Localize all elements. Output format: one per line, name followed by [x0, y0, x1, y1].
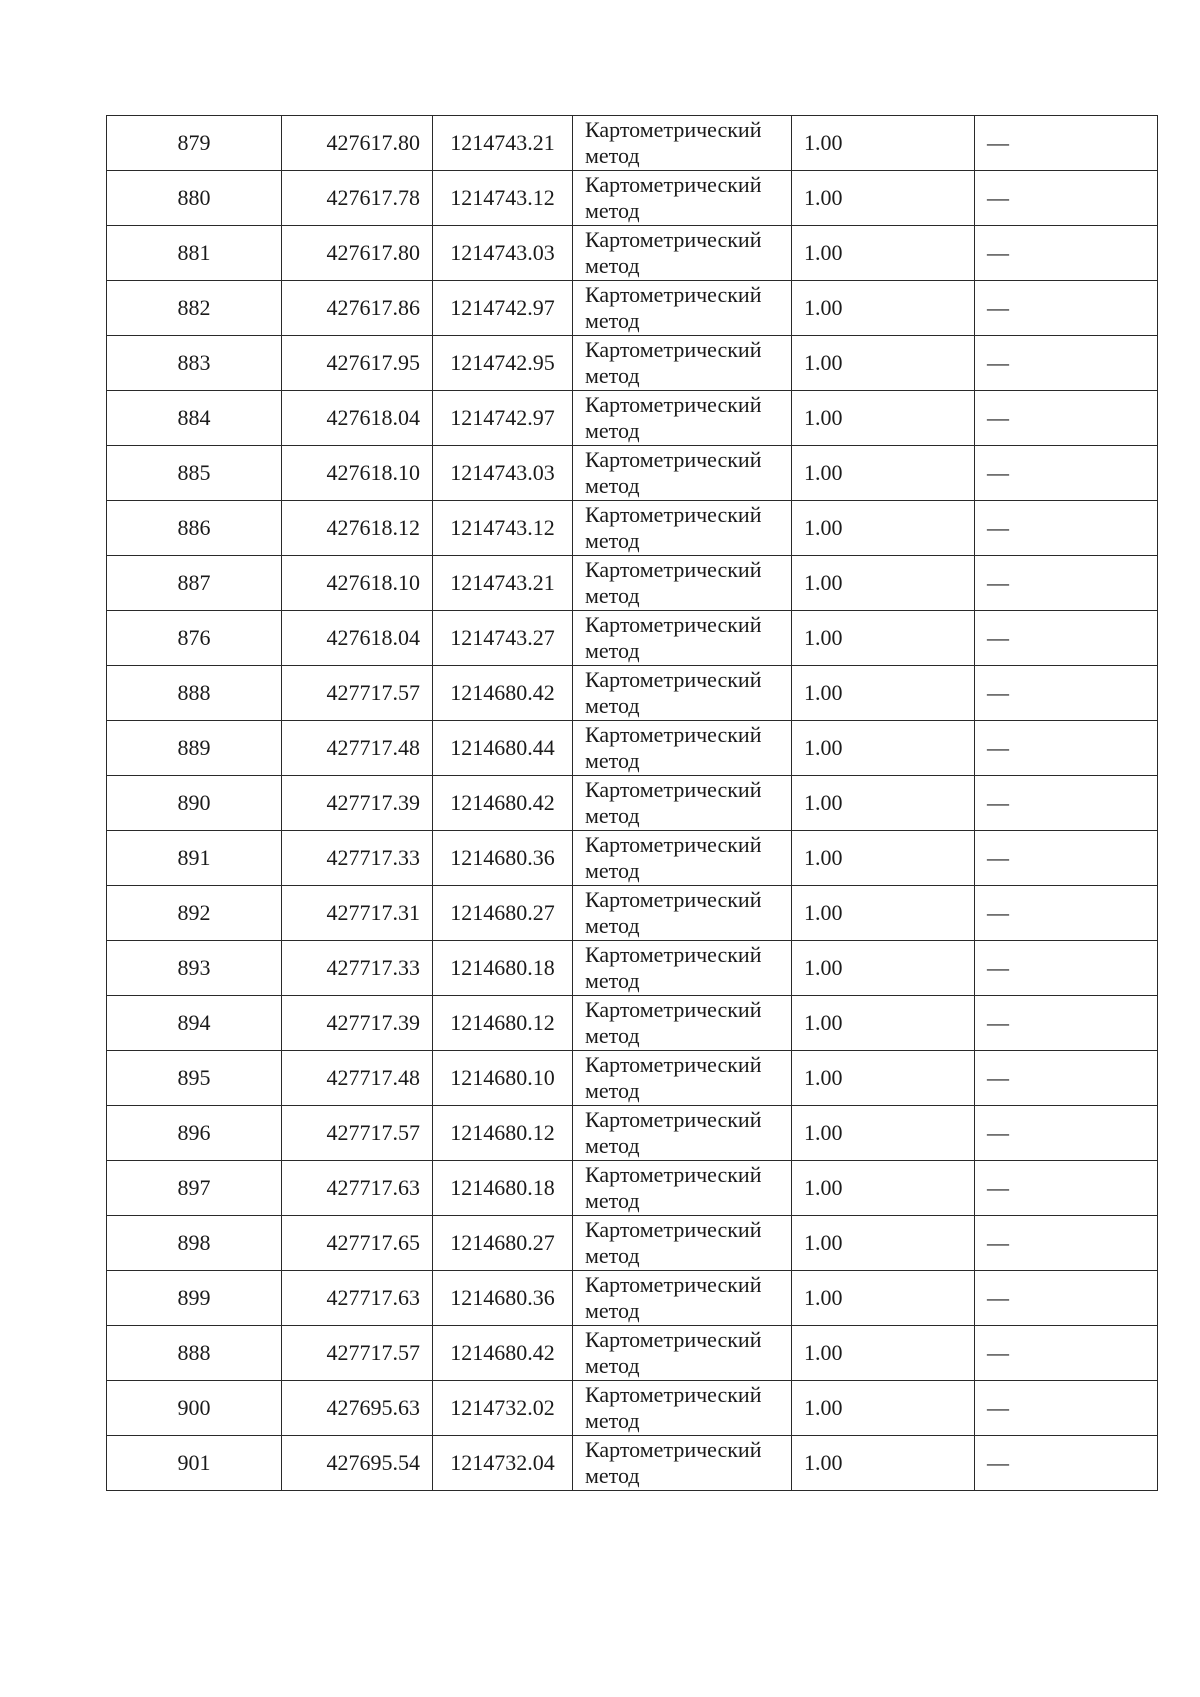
table-row — [107, 1436, 1158, 1491]
table-row — [107, 1216, 1158, 1271]
table-row — [107, 116, 1158, 171]
method-line-2: метод — [585, 858, 640, 883]
point-number-cell: 894 — [107, 996, 282, 1051]
accuracy-cell: 1.00 — [792, 941, 975, 996]
accuracy-cell: 1.00 — [792, 666, 975, 721]
y-coordinate-cell: 1214743.03 — [433, 226, 573, 281]
table-row — [107, 336, 1158, 391]
table-row — [107, 721, 1158, 776]
method-cell — [573, 446, 792, 501]
method-cell — [573, 1381, 792, 1436]
point-number-cell: 888 — [107, 1326, 282, 1381]
x-coordinate-cell: 427695.54 — [282, 1436, 433, 1491]
method-line-2: метод — [585, 198, 640, 223]
accuracy-cell: 1.00 — [792, 281, 975, 336]
method-line-2: метод — [585, 528, 640, 553]
y-coordinate-cell: 1214742.95 — [433, 336, 573, 391]
method-line-2: метод — [585, 583, 640, 608]
method-line-2: метод — [585, 363, 640, 388]
accuracy-cell: 1.00 — [792, 226, 975, 281]
method-line-2: метод — [585, 1078, 640, 1103]
method-line-1: Картометрический — [585, 667, 762, 692]
y-coordinate-cell: 1214680.10 — [433, 1051, 573, 1106]
y-coordinate-cell: 1214680.27 — [433, 886, 573, 941]
accuracy-cell: 1.00 — [792, 996, 975, 1051]
method-cell — [573, 611, 792, 666]
description-cell: — — [975, 556, 1158, 611]
accuracy-cell: 1.00 — [792, 171, 975, 226]
method-line-2: метод — [585, 308, 640, 333]
x-coordinate-cell: 427717.48 — [282, 721, 433, 776]
method-cell — [573, 336, 792, 391]
point-number-cell: 895 — [107, 1051, 282, 1106]
method-line-2: метод — [585, 253, 640, 278]
y-coordinate-cell: 1214742.97 — [433, 391, 573, 446]
method-cell — [573, 501, 792, 556]
table-row — [107, 556, 1158, 611]
point-number-cell: 900 — [107, 1381, 282, 1436]
method-cell — [573, 116, 792, 171]
description-cell: — — [975, 1271, 1158, 1326]
method-cell — [573, 281, 792, 336]
x-coordinate-cell: 427617.95 — [282, 336, 433, 391]
y-coordinate-cell: 1214680.18 — [433, 941, 573, 996]
x-coordinate-cell: 427695.63 — [282, 1381, 433, 1436]
method-line-2: метод — [585, 1463, 640, 1488]
method-line-1: Картометрический — [585, 337, 762, 362]
description-cell: — — [975, 1051, 1158, 1106]
method-line-2: метод — [585, 1023, 640, 1048]
method-line-1: Картометрический — [585, 502, 762, 527]
x-coordinate-cell: 427717.57 — [282, 1326, 433, 1381]
y-coordinate-cell: 1214743.12 — [433, 501, 573, 556]
point-number-cell: 901 — [107, 1436, 282, 1491]
description-cell: — — [975, 281, 1158, 336]
method-line-2: метод — [585, 1188, 640, 1213]
accuracy-cell: 1.00 — [792, 556, 975, 611]
point-number-cell: 886 — [107, 501, 282, 556]
method-line-1: Картометрический — [585, 777, 762, 802]
method-line-2: метод — [585, 803, 640, 828]
x-coordinate-cell: 427617.86 — [282, 281, 433, 336]
description-cell: — — [975, 941, 1158, 996]
method-cell — [573, 941, 792, 996]
method-cell — [573, 721, 792, 776]
accuracy-cell: 1.00 — [792, 1271, 975, 1326]
y-coordinate-cell: 1214680.42 — [433, 776, 573, 831]
table-row — [107, 1106, 1158, 1161]
accuracy-cell: 1.00 — [792, 1436, 975, 1491]
y-coordinate-cell: 1214680.12 — [433, 1106, 573, 1161]
x-coordinate-cell: 427717.33 — [282, 941, 433, 996]
y-coordinate-cell: 1214680.27 — [433, 1216, 573, 1271]
method-line-1: Картометрический — [585, 1052, 762, 1077]
method-line-2: метод — [585, 748, 640, 773]
table-row — [107, 1271, 1158, 1326]
method-line-1: Картометрический — [585, 392, 762, 417]
description-cell: — — [975, 996, 1158, 1051]
method-line-2: метод — [585, 1408, 640, 1433]
method-line-1: Картометрический — [585, 1382, 762, 1407]
method-line-1: Картометрический — [585, 1327, 762, 1352]
x-coordinate-cell: 427717.63 — [282, 1161, 433, 1216]
point-number-cell: 883 — [107, 336, 282, 391]
y-coordinate-cell: 1214743.21 — [433, 116, 573, 171]
method-line-1: Картометрический — [585, 172, 762, 197]
description-cell: — — [975, 1216, 1158, 1271]
x-coordinate-cell: 427617.78 — [282, 171, 433, 226]
point-number-cell: 892 — [107, 886, 282, 941]
table-row — [107, 446, 1158, 501]
accuracy-cell: 1.00 — [792, 1051, 975, 1106]
table-row — [107, 281, 1158, 336]
accuracy-cell: 1.00 — [792, 721, 975, 776]
point-number-cell: 893 — [107, 941, 282, 996]
point-number-cell: 891 — [107, 831, 282, 886]
accuracy-cell: 1.00 — [792, 1381, 975, 1436]
method-line-1: Картометрический — [585, 612, 762, 637]
accuracy-cell: 1.00 — [792, 611, 975, 666]
y-coordinate-cell: 1214680.12 — [433, 996, 573, 1051]
method-line-1: Картометрический — [585, 447, 762, 472]
description-cell: — — [975, 886, 1158, 941]
y-coordinate-cell: 1214680.44 — [433, 721, 573, 776]
method-cell — [573, 391, 792, 446]
method-cell — [573, 1436, 792, 1491]
method-line-2: метод — [585, 418, 640, 443]
accuracy-cell: 1.00 — [792, 1216, 975, 1271]
x-coordinate-cell: 427717.39 — [282, 996, 433, 1051]
method-cell — [573, 1106, 792, 1161]
method-line-2: метод — [585, 693, 640, 718]
description-cell: — — [975, 1381, 1158, 1436]
description-cell: — — [975, 1106, 1158, 1161]
accuracy-cell: 1.00 — [792, 336, 975, 391]
method-line-2: метод — [585, 968, 640, 993]
accuracy-cell: 1.00 — [792, 776, 975, 831]
method-line-1: Картометрический — [585, 1217, 762, 1242]
table-row — [107, 831, 1158, 886]
method-line-1: Картометрический — [585, 1162, 762, 1187]
point-number-cell: 876 — [107, 611, 282, 666]
method-cell — [573, 226, 792, 281]
accuracy-cell: 1.00 — [792, 116, 975, 171]
method-cell — [573, 831, 792, 886]
x-coordinate-cell: 427717.33 — [282, 831, 433, 886]
description-cell: — — [975, 171, 1158, 226]
y-coordinate-cell: 1214743.12 — [433, 171, 573, 226]
method-line-2: метод — [585, 913, 640, 938]
accuracy-cell: 1.00 — [792, 391, 975, 446]
method-line-1: Картометрический — [585, 1272, 762, 1297]
y-coordinate-cell: 1214680.42 — [433, 1326, 573, 1381]
table-row — [107, 776, 1158, 831]
point-number-cell: 889 — [107, 721, 282, 776]
y-coordinate-cell: 1214732.02 — [433, 1381, 573, 1436]
description-cell: — — [975, 501, 1158, 556]
x-coordinate-cell: 427717.31 — [282, 886, 433, 941]
table-row — [107, 941, 1158, 996]
x-coordinate-cell: 427717.48 — [282, 1051, 433, 1106]
method-cell — [573, 1216, 792, 1271]
table-row — [107, 1051, 1158, 1106]
method-line-2: метод — [585, 473, 640, 498]
y-coordinate-cell: 1214742.97 — [433, 281, 573, 336]
point-number-cell: 879 — [107, 116, 282, 171]
method-cell — [573, 1051, 792, 1106]
method-cell — [573, 556, 792, 611]
y-coordinate-cell: 1214743.21 — [433, 556, 573, 611]
method-cell — [573, 886, 792, 941]
point-number-cell: 887 — [107, 556, 282, 611]
point-number-cell: 881 — [107, 226, 282, 281]
description-cell: — — [975, 666, 1158, 721]
method-cell — [573, 1161, 792, 1216]
point-number-cell: 885 — [107, 446, 282, 501]
table-row — [107, 611, 1158, 666]
x-coordinate-cell: 427617.80 — [282, 226, 433, 281]
x-coordinate-cell: 427618.10 — [282, 446, 433, 501]
table-row — [107, 501, 1158, 556]
coordinates-table — [106, 115, 1158, 1491]
accuracy-cell: 1.00 — [792, 831, 975, 886]
method-line-2: метод — [585, 143, 640, 168]
point-number-cell: 896 — [107, 1106, 282, 1161]
method-line-2: метод — [585, 1243, 640, 1268]
method-cell — [573, 666, 792, 721]
table-row — [107, 666, 1158, 721]
accuracy-cell: 1.00 — [792, 886, 975, 941]
method-line-2: метод — [585, 1298, 640, 1323]
table-row — [107, 886, 1158, 941]
description-cell: — — [975, 831, 1158, 886]
x-coordinate-cell: 427618.04 — [282, 611, 433, 666]
method-cell — [573, 171, 792, 226]
description-cell: — — [975, 1326, 1158, 1381]
description-cell: — — [975, 1436, 1158, 1491]
y-coordinate-cell: 1214680.36 — [433, 831, 573, 886]
point-number-cell: 880 — [107, 171, 282, 226]
method-cell — [573, 1271, 792, 1326]
x-coordinate-cell: 427717.57 — [282, 1106, 433, 1161]
point-number-cell: 899 — [107, 1271, 282, 1326]
description-cell: — — [975, 336, 1158, 391]
method-line-2: метод — [585, 1133, 640, 1158]
point-number-cell: 884 — [107, 391, 282, 446]
table-row — [107, 1161, 1158, 1216]
y-coordinate-cell: 1214732.04 — [433, 1436, 573, 1491]
table-row — [107, 171, 1158, 226]
method-cell — [573, 776, 792, 831]
x-coordinate-cell: 427618.04 — [282, 391, 433, 446]
table-row — [107, 1326, 1158, 1381]
method-line-1: Картометрический — [585, 557, 762, 582]
method-line-2: метод — [585, 1353, 640, 1378]
x-coordinate-cell: 427618.12 — [282, 501, 433, 556]
table-row — [107, 996, 1158, 1051]
method-cell — [573, 1326, 792, 1381]
y-coordinate-cell: 1214743.27 — [433, 611, 573, 666]
accuracy-cell: 1.00 — [792, 1326, 975, 1381]
method-line-1: Картометрический — [585, 887, 762, 912]
accuracy-cell: 1.00 — [792, 501, 975, 556]
description-cell: — — [975, 391, 1158, 446]
method-cell — [573, 996, 792, 1051]
description-cell: — — [975, 116, 1158, 171]
y-coordinate-cell: 1214743.03 — [433, 446, 573, 501]
method-line-1: Картометрический — [585, 997, 762, 1022]
x-coordinate-cell: 427717.39 — [282, 776, 433, 831]
method-line-1: Картометрический — [585, 117, 762, 142]
accuracy-cell: 1.00 — [792, 1161, 975, 1216]
point-number-cell: 882 — [107, 281, 282, 336]
method-line-1: Картометрический — [585, 942, 762, 967]
description-cell: — — [975, 446, 1158, 501]
table-row — [107, 391, 1158, 446]
x-coordinate-cell: 427617.80 — [282, 116, 433, 171]
point-number-cell: 890 — [107, 776, 282, 831]
x-coordinate-cell: 427717.57 — [282, 666, 433, 721]
table-row — [107, 1381, 1158, 1436]
method-line-1: Картометрический — [585, 832, 762, 857]
y-coordinate-cell: 1214680.18 — [433, 1161, 573, 1216]
method-line-1: Картометрический — [585, 722, 762, 747]
description-cell: — — [975, 1161, 1158, 1216]
accuracy-cell: 1.00 — [792, 446, 975, 501]
method-line-1: Картометрический — [585, 1437, 762, 1462]
description-cell: — — [975, 226, 1158, 281]
y-coordinate-cell: 1214680.42 — [433, 666, 573, 721]
point-number-cell: 898 — [107, 1216, 282, 1271]
method-line-2: метод — [585, 638, 640, 663]
point-number-cell: 888 — [107, 666, 282, 721]
point-number-cell: 897 — [107, 1161, 282, 1216]
table-row — [107, 226, 1158, 281]
x-coordinate-cell: 427717.65 — [282, 1216, 433, 1271]
description-cell: — — [975, 611, 1158, 666]
coordinates-table-body — [107, 116, 1158, 1491]
method-line-1: Картометрический — [585, 282, 762, 307]
method-line-1: Картометрический — [585, 1107, 762, 1132]
method-line-1: Картометрический — [585, 227, 762, 252]
x-coordinate-cell: 427717.63 — [282, 1271, 433, 1326]
accuracy-cell: 1.00 — [792, 1106, 975, 1161]
y-coordinate-cell: 1214680.36 — [433, 1271, 573, 1326]
description-cell: — — [975, 721, 1158, 776]
description-cell: — — [975, 776, 1158, 831]
x-coordinate-cell: 427618.10 — [282, 556, 433, 611]
